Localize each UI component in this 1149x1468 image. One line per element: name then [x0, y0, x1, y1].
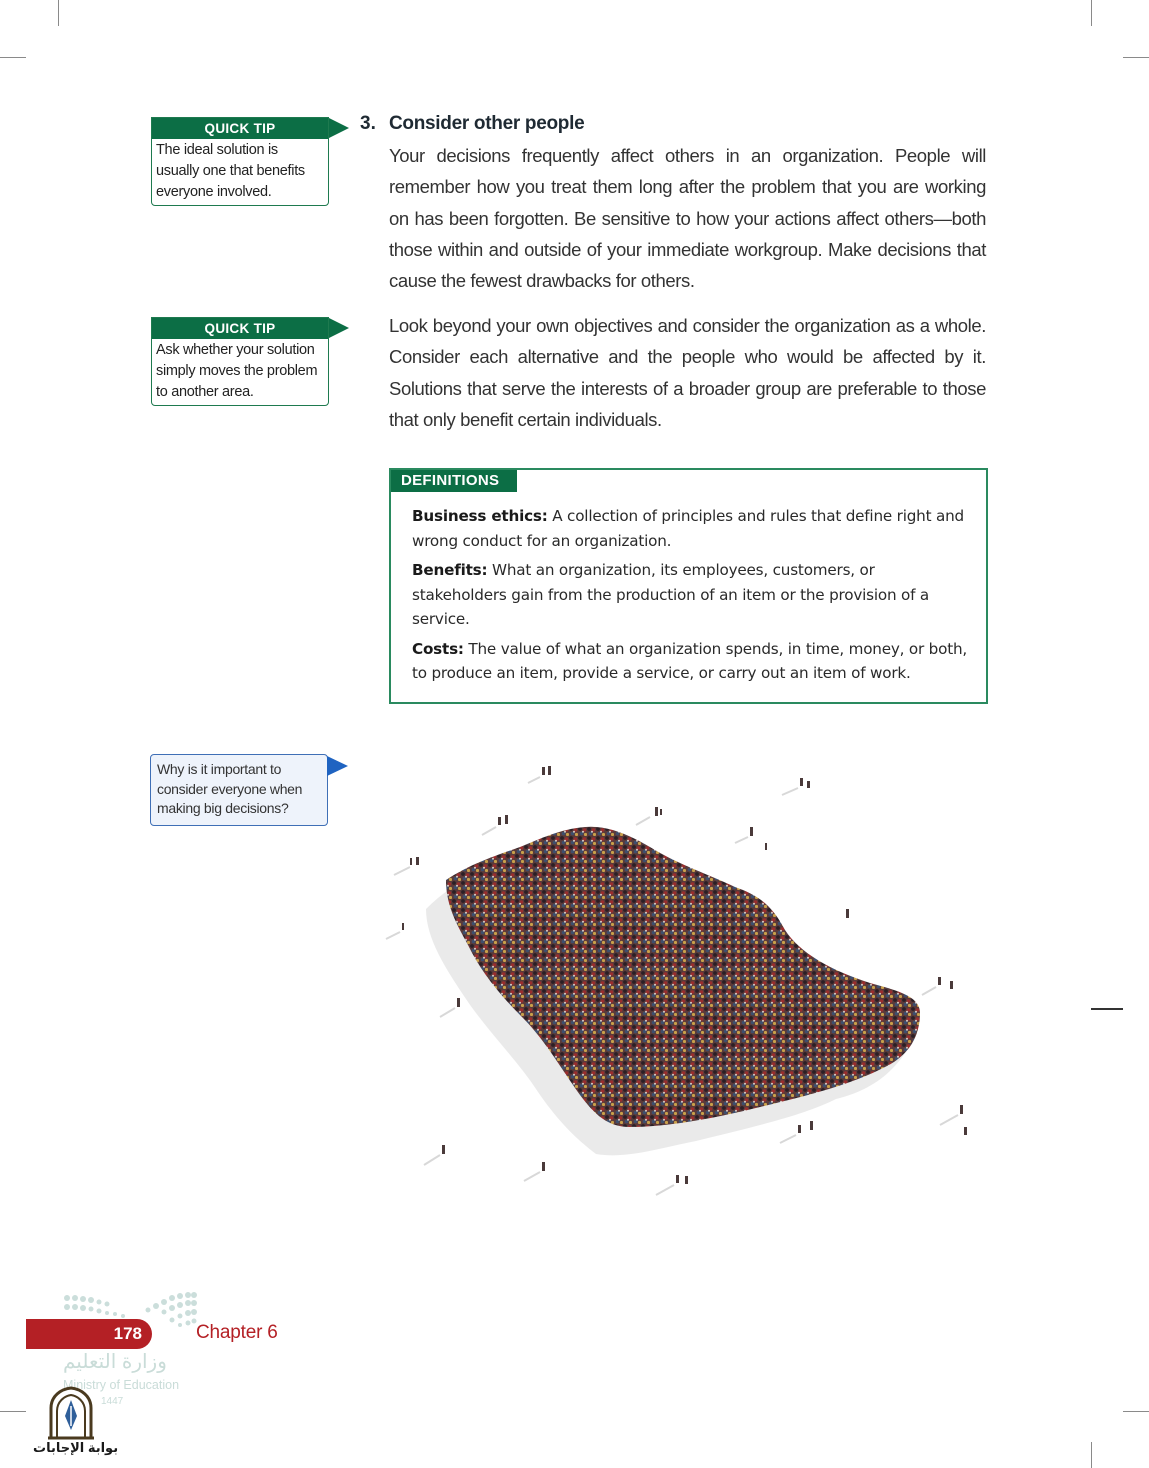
definition-term: Benefits: — [412, 561, 488, 579]
definition-text: A collection of principles and rules that define right and wrong conduct for an organization. — [412, 507, 964, 550]
quick-tip-1 — [151, 117, 329, 206]
definition-term: Costs: — [412, 639, 464, 658]
question-arrow-icon — [327, 756, 348, 776]
crop-mark — [0, 1411, 26, 1412]
ministry-english-name: Ministry of Education — [63, 1378, 180, 1392]
ministry-year: 1447 — [101, 1396, 124, 1407]
definition-text: The value of what an organization spends, in time, money, or both, to produce an item, provide a service, or carry out an item of work. — [412, 639, 968, 682]
quick-tip-heading: QUICK TIP — [152, 318, 328, 339]
definition-item — [412, 504, 967, 553]
definitions-box — [389, 468, 988, 704]
crowd-map-illustration — [380, 755, 980, 1215]
crop-mark — [1091, 1442, 1092, 1468]
paragraph-1: Your decisions frequently affect others in an organization. People will remember how you treat them long after the problem that you are working on has been forgotten. Be sensitive to how your actions affect others—both those within and outside of your immediate workgroup. Make decisions that cause the fewest drawbacks for others. — [389, 145, 986, 292]
definition-item — [412, 558, 967, 632]
section-heading: Consider other people — [389, 113, 585, 134]
definition-text: What an organization, its employees, customers, or stakeholders gain from the production of an item or the provision of a service. — [412, 561, 929, 628]
quick-tip-text: The ideal solution is usually one that benefits everyone involved. — [156, 142, 305, 200]
chapter-label: Chapter 6 — [196, 1322, 278, 1343]
question-text: Why is it important to consider everyone when making big decisions? — [157, 761, 303, 816]
question-box — [150, 754, 328, 826]
quick-tip-2 — [151, 317, 329, 406]
definitions-title: DEFINITIONS — [391, 470, 517, 492]
ministry-arabic-name: وزارة التعليم — [63, 1351, 167, 1373]
crop-mark — [1091, 0, 1092, 26]
crop-mark — [58, 0, 59, 26]
section-number: 3. — [360, 113, 376, 134]
quick-tip-text: Ask whether your solution simply moves the problem to another area. — [156, 342, 318, 400]
crop-mark — [1123, 57, 1149, 58]
crop-mark — [0, 57, 26, 58]
answers-gate-label: بوابة الإجابات — [33, 1440, 119, 1455]
definition-term: Business ethics: — [412, 507, 548, 525]
answers-gate-logo-icon — [46, 1386, 96, 1440]
definition-item — [412, 637, 967, 686]
paragraph-2: Look beyond your own objectives and consider the organization as a whole. Consider each alternative and the people who would be affected by it. Solutions that serve the interests of a broader group are preferable to those that only benefit certain individuals. — [389, 315, 986, 430]
page-number: 178 — [26, 1319, 152, 1349]
margin-mark — [1091, 1008, 1123, 1010]
definitions-list — [412, 504, 967, 691]
quick-tip-heading: QUICK TIP — [152, 118, 328, 139]
saudi-map-shape — [446, 827, 920, 1127]
crop-mark — [1123, 1411, 1149, 1412]
